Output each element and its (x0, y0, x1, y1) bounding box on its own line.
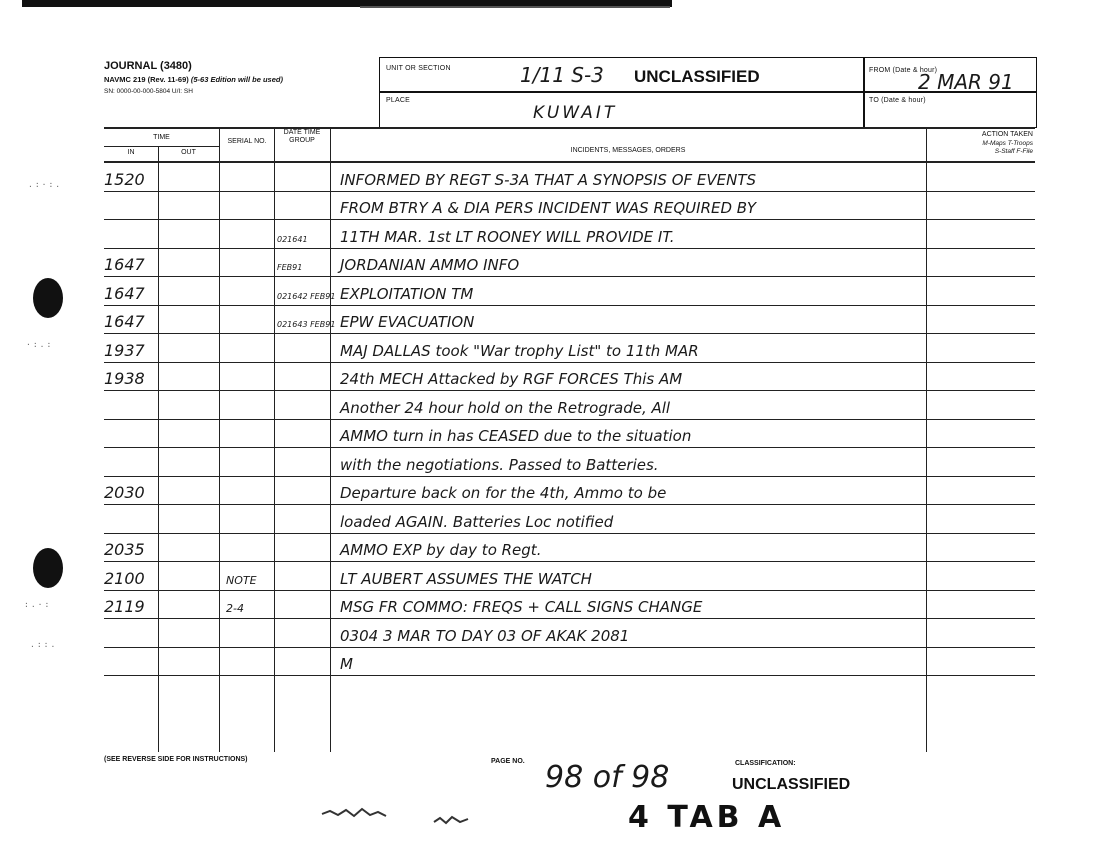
unit-value: 1/11 S-3 (520, 63, 604, 87)
scan-speckle: .::. (30, 640, 58, 649)
table-top-rule (104, 127, 1035, 129)
form-title: JOURNAL (3480) (104, 60, 192, 72)
entry-time-in: 1520 (104, 169, 145, 189)
row-rule (104, 447, 1035, 448)
unit-section-box (379, 57, 865, 93)
entry-text: AMMO EXP by day to Regt. (340, 541, 542, 559)
entry-time-in: 1938 (104, 369, 145, 388)
row-rule (104, 590, 1035, 591)
col-header-incidents: INCIDENTS, MESSAGES, ORDERS (570, 147, 686, 154)
entry-text: M (340, 655, 353, 673)
col-header-out: OUT (181, 149, 196, 156)
entry-text: EPW EVACUATION (340, 313, 475, 331)
entry-text: FROM BTRY A & DIA PERS INCIDENT WAS REQUIRED BY (340, 199, 756, 217)
entry-text: Departure back on for the 4th, Ammo to be (340, 484, 667, 502)
footer-instructions: (SEE REVERSE SIDE FOR INSTRUCTIONS) (104, 756, 248, 763)
entry-text: MSG FR COMMO: FREQS + CALL SIGNS CHANGE (340, 598, 703, 616)
place-box (379, 91, 865, 128)
col-divider-incidents-action (926, 127, 927, 752)
col-divider-in-out (158, 146, 159, 752)
action-codes: S-Staff F-File (994, 148, 1033, 155)
entry-dtg: 021643 FEB91 (277, 320, 336, 329)
col-header-dtg: DATE TIME GROUP (283, 129, 321, 144)
from-label: FROM (Date & hour) (869, 67, 938, 74)
col-header-time: TIME (153, 134, 170, 141)
scan-speckle: ·:.: (26, 340, 54, 349)
entry-text: EXPLOITATION TM (340, 284, 474, 303)
place-label: PLACE (386, 97, 410, 104)
entry-text: JORDANIAN AMMO INFO (340, 256, 520, 274)
place-value: KUWAIT (533, 103, 618, 123)
entry-text: loaded AGAIN. Batteries Loc notified (340, 512, 614, 531)
entry-time-in: 2035 (104, 540, 145, 559)
col-header-serial: SERIAL NO. (227, 138, 267, 145)
row-rule (104, 390, 1035, 391)
binder-hole (33, 278, 63, 318)
row-rule (104, 219, 1035, 220)
tab-mark: 4 TAB A (628, 800, 786, 835)
scan-smudge (320, 806, 390, 818)
entry-text: MAJ DALLAS took "War trophy List" to 11th MAR (340, 341, 699, 360)
form-number: NAVMC 219 (Rev. 11-69) (5-63 Edition will be used) (104, 75, 283, 84)
row-rule (104, 333, 1035, 334)
entry-time-in: 1937 (104, 340, 145, 360)
entry-text: LT AUBERT ASSUMES THE WATCH (340, 569, 592, 588)
row-rule (104, 419, 1035, 420)
row-rule (104, 561, 1035, 562)
entry-dtg: 021641 (277, 234, 308, 244)
to-label: TO (Date & hour) (869, 97, 926, 104)
row-rule (104, 504, 1035, 505)
entry-dtg: 021642 FEB91 (277, 291, 336, 301)
classification-label: CLASSIFICATION: (735, 760, 796, 767)
col-divider-dtg-incidents (330, 127, 331, 752)
row-rule (104, 533, 1035, 534)
page-value: 98 of 98 (545, 760, 670, 795)
row-rule (104, 305, 1035, 306)
classification-bottom: UNCLASSIFIED (732, 776, 851, 793)
col-header-action: ACTION TAKEN (981, 131, 1033, 138)
entry-text: INFORMED BY REGT S-3A THAT A SYNOPSIS OF EVENTS (340, 170, 757, 189)
entry-time-in: 2100 (104, 568, 145, 588)
entry-text: 0304 3 MAR TO DAY 03 OF AKAK 2081 (340, 626, 630, 645)
scan-speckle: .:·:. (28, 180, 63, 189)
entry-time-in: 2119 (104, 597, 145, 616)
row-rule (104, 476, 1035, 477)
entry-serial: 2-4 (226, 602, 244, 615)
entry-text: 11TH MAR. 1st LT ROONEY WILL PROVIDE IT. (340, 227, 675, 246)
from-value: 2 MAR 91 (918, 70, 1014, 94)
col-divider-serial-dtg (274, 127, 275, 752)
stock-number: SN: 0000-00-000-5804 U/I: SH (104, 88, 193, 95)
entry-time-in: 1647 (104, 283, 145, 303)
row-rule (104, 276, 1035, 277)
entry-time-in: 1647 (104, 312, 145, 331)
scan-smudge (432, 812, 472, 824)
entry-serial: NOTE (226, 573, 257, 587)
binder-hole (33, 548, 63, 588)
entry-time-in: 1647 (104, 255, 145, 274)
row-rule (104, 191, 1035, 192)
row-rule (104, 647, 1035, 648)
unit-label: UNIT OR SECTION (386, 65, 451, 72)
row-rule (104, 618, 1035, 619)
col-header-in: IN (127, 149, 135, 156)
entry-time-in: 2030 (104, 483, 145, 502)
entry-dtg: FEB91 (277, 263, 303, 272)
header-bottom-rule (104, 161, 1035, 163)
scan-top-edge (360, 6, 670, 8)
row-rule (104, 362, 1035, 363)
page-label: PAGE NO. (491, 758, 525, 765)
row-rule (104, 675, 1035, 676)
classification-top: UNCLASSIFIED (634, 67, 760, 86)
col-divider-time-serial (219, 127, 220, 752)
action-codes: M-Maps T-Troops (982, 140, 1033, 147)
scan-speckle: :.·: (24, 600, 52, 609)
entry-text: with the negotiations. Passed to Batteries. (340, 455, 659, 474)
row-rule (104, 248, 1035, 249)
entry-text: 24th MECH Attacked by RGF FORCES This AM (340, 370, 683, 388)
entry-text: Another 24 hour hold on the Retrograde, All (340, 398, 671, 417)
entry-text: AMMO turn in has CEASED due to the situation (340, 427, 692, 445)
time-split-rule (104, 146, 219, 147)
